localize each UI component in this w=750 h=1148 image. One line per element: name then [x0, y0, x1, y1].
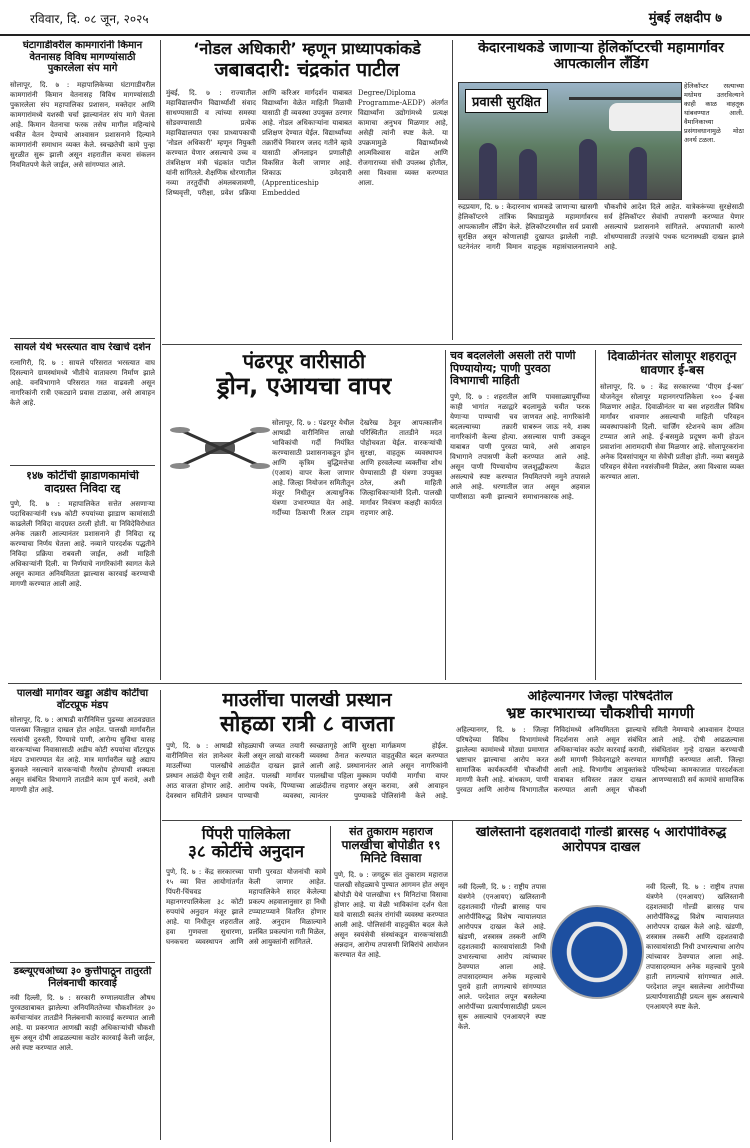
article-body: पुणे, दि. ७ : जगद्गुरू संत तुकाराम महाराज पालखी सोहळ्याचे पुण्यात आगमन होत असून बोपोडी येथे पालखीचा १९ मिनिटांचा विसावा होणार आहे. या वेळी भाविकांना दर्शन घेता यावे यासाठी स्वतंत्र रांगांची व्यवस्था करण्यात आली आहे. पोलिसांनी वाहतुकीत बदल केले असून स्वयंसेवी संस्थांकडून वारकऱ्यांसाठी अन्नदान, आरोग्य तपासणी शिबिरांचे आयोजन करण्यात येत आहे.	[334, 871, 448, 960]
kicker: माउलींचा पालखी प्रस्थान	[222, 690, 392, 711]
kicker: संत तुकाराम महाराज	[349, 826, 433, 838]
headline: पालखी मार्गावर खड्डा अडीच कोटींचा वॉटरप्रूफ मंडप	[16, 688, 149, 711]
masthead	[0, 0, 750, 36]
article-khalistan	[458, 826, 744, 876]
headline: सायले येथे भरस्त्यात वाघ रेखाचे दर्शन	[14, 342, 151, 353]
article-body: रुद्रप्रयाग, दि. ७ : केदारनाथ धामकडे जाणाऱ्या खासगी हेलिकॉप्टरने तांत्रिक बिघाडामुळे महामार्गावरच आपत्कालीन लँडिंग केले. हेलिकॉप्टरमधील सर्व प्रवासी सुरक्षित असून कोणालाही दुखापत झालेली नाही. घटनेनंतर नागरी विमान वाहतूक महासंचालनालयाने चौकशीचे आदेश दिले आहेत. यात्रेकरूंच्या सुरक्षेसाठी सर्व हेलिकॉप्टर सेवांची तपासणी करण्यात येणार असल्याचे प्रशासनाने सांगितले. अपघाताची कारणे शोधण्यासाठी तज्ज्ञांचे पथक घटनास्थळी दाखल झाले आहे.	[458, 203, 744, 251]
column-rule	[452, 40, 453, 340]
article-ahilyanagar	[456, 690, 744, 816]
article-body: नवी दिल्ली, दि. ७ : राष्ट्रीय तपास यंत्रणेने (एनआयए) खलिस्तानी दहशतवादी गोल्डी ब्रारसह पाच आरोपींविरुद्ध विशेष न्यायालयात आरोपपत्र दाखल केले आहे. खंडणी, शस्त्रास्त्र तस्करी आणि दहशतवादी कारवायांसाठी निधी उभारल्याचा आरोप त्यांच्यावर ठेवण्यात आला आहे. तपासादरम्यान अनेक महत्त्वाचे पुरावे हाती लागल्याचे सांगण्यात आले. परदेशात लपून बसलेल्या आरोपींच्या प्रत्यार्पणासाठीही प्रयत्न सुरू असल्याचे एनआयएने स्पष्ट केले.	[458, 883, 546, 1031]
article-tiger	[10, 342, 155, 462]
kicker: ‘नोडल अधिकारी’ म्हणून प्राध्यापकांकडे	[193, 40, 421, 58]
kicker: पंढरपूर वारीसाठी	[242, 350, 366, 373]
article-sweepers-strike	[10, 40, 155, 335]
article-body: सोलापूर, दि. ७ : आषाढी वारीनिमित्त पुढच्या आठवड्यात पालख्या जिल्ह्यात दाखल होत आहेत. पालखी मार्गावरील रस्त्यांची दुरुस्ती, पिण्याचे पाणी, आरोग्य सुविधा यासह वारकऱ्यांच्या निवासासाठी अडीच कोटी रुपयांचा वॉटरप्रूफ मंडप उभारण्यात येत आहे. मात्र मार्गावरील खड्डे अद्याप बुजवले नसल्याने वारकऱ्यांची गैरसोय होण्याची शक्यता असून संबंधित विभागाने तातडीने काम पूर्ण करावे, अशी मागणी होत आहे.	[10, 716, 155, 794]
paper-name: मुंबई लक्षदीप	[648, 11, 711, 26]
headline: चव बदललेली असली तरी पाणी पिण्यायोग्य; पाणी पुरवठा विभागाची माहिती	[450, 350, 576, 388]
nia-emblem	[550, 905, 644, 999]
divider	[10, 465, 155, 466]
helicopter-photo	[458, 82, 682, 200]
headline: घंटागाडीवरील कामगारांनी किमान वेतनासह विविध मागण्यांसाठी पुकारलेला संप मागे	[22, 40, 143, 74]
propeller	[250, 427, 270, 433]
divider	[10, 338, 155, 339]
article-body: पुणे, दि. ७ : आषाढी वारीनिमित्त संत ज्ञानेश्वर माउलींच्या पालखीचे प्रस्थान आळंदी येथून रात्री आठ वाजता होणार आहे. देवस्थान समितीने प्रस्थान सोहळ्याची जय्यत तयारी केली असून लाखो वारकरी आळंदीत दाखल झाले आहेत. पालखी मार्गावर आरोग्य पथके, पिण्याच्या पाण्याची व्यवस्था, स्वच्छतागृहे आणि सुरक्षा व्यवस्था तैनात करण्यात आली आहे. प्रस्थानानंतर पालखीचा पहिला मुक्काम आळंदीतच राहणार असून त्यानंतर पुण्याकडे मार्गक्रमण होईल. वाहतुकीत बदल करण्यात आले असून नागरिकांनी पर्यायी मार्गांचा वापर करावा, असे आवाहन पोलिसांनी केले आहे.	[166, 742, 448, 801]
article-body: नवी दिल्ली, दि. ७ : सरकारी रुग्णालयातील औषध पुरवठ्याबाबत झालेल्या अनियमिततेच्या चौकशीनंतर ३० कर्मचाऱ्यांवर तातडीने निलंबनाची कारवाई करण्यात आली आहे. या प्रकरणात आणखी काही अधिकाऱ्यांची चौकशी सुरू असून दोषी आढळल्यास कठोर कारवाई केली जाईल, असे स्पष्ट करण्यात आले.	[10, 994, 155, 1052]
article-body: पुणे, दि. ७ : महापालिकेत सत्तेत असणाऱ्या पदाधिकाऱ्यांनी १४७ कोटी रुपयांच्या झाडाण कामांसाठी काढलेली निविदा वादग्रस्त ठरली होती. या निविदेविरोधात अनेक तक्रारी आल्यानंतर प्रशासनाने ही निविदा रद्द करण्याचा निर्णय घेतला आहे. नव्याने पारदर्शक पद्धतीने निविदा प्रक्रिया राबवली जाईल, अशी माहिती अधिकाऱ्यांनी दिली. या निर्णयाचे नागरिकांनी स्वागत केले असून कामात अनियमितता झाल्यास कारवाई करण्याची मागणी करण्यात आली आहे.	[10, 500, 155, 589]
article-body-continued: नवी दिल्ली, दि. ७ : राष्ट्रीय तपास यंत्रणेने (एनआयए) खलिस्तानी दहशतवादी गोल्डी ब्रारसह पाच आरोपींविरुद्ध विशेष न्यायालयात आरोपपत्र दाखल केले आहे. खंडणी, शस्त्रास्त्र तस्करी आणि दहशतवादी कारवायांसाठी निधी उभारल्याचा आरोप त्यांच्यावर ठेवण्यात आला आहे. तपासादरम्यान अनेक महत्त्वाचे पुरावे हाती लागल्याचे सांगण्यात आले. परदेशात लपून बसलेल्या आरोपींच्या प्रत्यार्पणासाठीही प्रयत्न सुरू असल्याचे एनआयएने स्पष्ट केले.	[646, 883, 744, 1011]
article-pimpri-grant	[166, 826, 326, 1144]
headline: १४७ कोटींची झाडाणकामांची वादग्रस्त निविदा रद्द	[26, 470, 139, 495]
column-rule	[452, 820, 453, 1140]
article-body: पुणे, दि. ७ : शहरातील काही भागांत नळाद्वारे येणाऱ्या पाण्याची चव बदलल्याच्या तक्रारी नागरिकांनी केल्या होत्या. याबाबत पाणी पुरवठा विभागाने तपासणी केली असून पाणी पिण्यायोग्य असल्याचे स्पष्ट करण्यात आले आहे. धरणातील पाणीसाठा कमी झाल्याने आणि पावसाळ्यापूर्वीच्या बदलामुळे चवीत फरक जाणवत आहे. नागरिकांनी घाबरून जाऊ नये, शक्य असल्यास पाणी उकळून प्यावे, असे आवाहन करण्यात आले आहे. जलशुद्धीकरण केंद्रात नियमितपणे नमुने तपासले जात असून अहवाल समाधानकारक आहे.	[450, 392, 590, 501]
column-rule	[595, 350, 596, 680]
headline: ३८ कोटींचे अनुदान	[187, 842, 305, 863]
kicker: पिंपरी पालिकेला	[201, 826, 291, 843]
propeller	[170, 427, 190, 433]
helicopter-shape	[609, 103, 682, 131]
column-rule	[160, 40, 161, 680]
article-water-quality	[450, 350, 590, 680]
section-rule	[162, 820, 742, 821]
headline: डब्ल्यूएचओच्या ३० कुत्तीपाठून तातुरती निलंबनाची कारवाई	[13, 966, 152, 989]
section-rule	[162, 344, 742, 345]
kicker: अहिल्यानगर जिल्हा परिषदेतील	[527, 690, 673, 704]
page-number: ७	[715, 11, 722, 26]
section-rule	[8, 683, 742, 684]
headline: पालखीचा बोपोडीत १९ मिनिटे विसावा	[341, 837, 441, 866]
headline: सोहळा रात्री ८ वाजता	[219, 711, 395, 737]
column-rule	[160, 690, 161, 1140]
column-rule	[330, 826, 331, 1142]
article-body: सोलापूर, दि. ७ : पंढरपूर येथील आषाढी वारीनिमित्त लाखो भाविकांची गर्दी नियंत्रित करण्यासाठी प्रशासनाकडून ड्रोन आणि कृत्रिम बुद्धिमत्तेचा (एआय) वापर केला जाणार आहे. जिल्हा नियोजन समितीतून मंजूर निधीतून अत्याधुनिक यंत्रणा उभारण्यात येत आहे. गर्दीच्या ठिकाणी रिअल टाइम देखरेख ठेवून आपत्कालीन परिस्थितीत तातडीने मदत पोहोचवता येईल. वारकऱ्यांची सुरक्षा, वाहतूक व्यवस्थापन आणि हरवलेल्या व्यक्तींचा शोध घेण्यासाठी ही यंत्रणा उपयुक्त ठरेल, अशी माहिती जिल्हाधिकाऱ्यांनी दिली. पालखी मार्गावर नियंत्रण कक्षही कार्यरत राहणार आहे.	[272, 419, 442, 517]
page-title	[649, 8, 722, 26]
rotor-shape	[569, 97, 682, 100]
headline: भ्रष्ट कारभाराच्या चौकशीची मागणी	[506, 703, 694, 722]
photo-tag: प्रवासी सुरक्षित	[465, 89, 548, 113]
article-sidebar-text: हेलिकॉप्टर रस्त्याच्या मधोमध उतरविल्याने काही काळ वाहतूक थांबवण्यात आली. वैमानिकाच्या प्रसंगावधानामुळे मोठा अनर्थ टळला.	[684, 82, 744, 144]
headline: दिवाळीनंतर सोलापूर शहरातून धावणार ई-बस	[607, 350, 737, 377]
headline: केदारनाथकडे जाणाऱ्या हेलिकॉप्टरची महामार्गावर आपत्कालीन लँडिंग	[478, 40, 724, 73]
article-ebus	[600, 350, 744, 680]
article-nodal-officer	[166, 40, 448, 340]
headline: जबाबदारी: चंद्रकांत पाटील	[214, 59, 400, 82]
person-shape	[579, 139, 597, 199]
divider	[10, 962, 155, 963]
article-body: पुणे, दि. ७ : केंद्र सरकारच्या १५ व्या वित्त आयोगांतर्गत पिंपरी-चिंचवड महानगरपालिकेला ३८ कोटी रुपयांचे अनुदान मंजूर झाले आहे. या निधीतून शहरातील हवा गुणवत्ता सुधारणा, घनकचरा व्यवस्थापन आणि पाणी पुरवठा योजनांची कामे केली जाणार आहेत. महापालिकेने सादर केलेल्या प्रकल्प अहवालानुसार हा निधी टप्प्याटप्प्याने वितरित होणार आहे. अनुदान मिळाल्याने प्रलंबित प्रकल्पांना गती मिळेल, असे आयुक्तांनी सांगितले.	[166, 867, 326, 946]
person-shape	[479, 143, 497, 199]
drone-image	[170, 418, 270, 478]
article-body: सोलापूर, दि. ७ : महापालिकेच्या घंटागाडीवरील कामगारांनी किमान वेतनासह विविध मागण्यांसाठी पुकारलेला संप महापालिका प्रशासन, मक्तेदार आणि कामगारांमध्ये यशस्वी चर्चा झाल्यानंतर संप मागे घेतला आहे. किमान वेतनाचा फरक तसेच मागील महिन्यांचे थकीत वेतन देण्याचे आश्वासन प्रशासनाने दिल्याने कामगारांनी समाधान व्यक्त केले. स्वच्छतेची कामे पुन्हा सुरळीत सुरू झाली असून शहरातील कचरा संकलन नियमितपणे केले जाईल, असे सांगण्यात आले.	[10, 80, 155, 169]
article-palkhi-route	[10, 688, 155, 958]
article-tender-cancelled	[10, 470, 155, 678]
propeller	[250, 463, 270, 469]
person-shape	[519, 149, 537, 199]
article-body: रत्नागिरी, दि. ७ : सायले परिसरात भरस्त्यात वाघ दिसल्याने ग्रामस्थांमध्ये भीतीचे वातावरण निर्माण झाले आहे. वनविभागाने परिसरात गस्त वाढवली असून नागरिकांनी रात्री एकट्याने प्रवास टाळावा, असे आवाहन केले आहे.	[10, 358, 155, 407]
article-palkhi-departure	[166, 690, 448, 816]
article-body: अहिल्यानगर, दि. ७ : जिल्हा परिषदेच्या विविध विभागांमध्ये झालेल्या कामांमध्ये मोठ्या प्रमाणात भ्रष्टाचार झाल्याचा आरोप करत सामाजिक कार्यकर्त्यांनी चौकशीची मागणी केली आहे. बांधकाम, पाणी पुरवठा आणि आरोग्य विभागातील निविदांमध्ये अनियमितता झाल्याचे निदर्शनास आले असून संबंधित अधिकाऱ्यांवर कठोर कारवाई करावी, अशी मागणी निवेदनाद्वारे करण्यात आली आहे. विभागीय आयुक्तांकडे याबाबत सविस्तर तक्रार दाखल करण्यात आली असून चौकशी समिती नेमण्याचे आश्वासन देण्यात आले आहे. दोषी आढळल्यास संबंधितांवर गुन्हे दाखल करण्याची मागणीही करण्यात आली. जिल्हा परिषदेच्या कामकाजात पारदर्शकता आणण्यासाठी सर्व कामांचे सामाजिक	[456, 726, 744, 795]
headline: खलिस्तानी दहशतवादी गोल्डी ब्रारसह ५ आरोपींविरुद्ध आरोपपत्र दाखल	[475, 826, 727, 855]
column-rule	[445, 350, 446, 680]
propeller	[170, 463, 190, 469]
article-suspension	[10, 966, 155, 1142]
article-tukaram-palkhi	[334, 826, 448, 1144]
article-body: मुंबई, दि. ७ : राज्यातील महाविद्यालयीन विद्यार्थ्यांशी संवाद साधण्यासाठी व त्यांच्या समस्या सोडवण्यासाठी प्रत्येक महाविद्यालयात एका प्राध्यापकाची ‘नोडल अधिकारी’ म्हणून नियुक्ती करण्यात येणार असल्याचे उच्च व तंत्रशिक्षण मंत्री चंद्रकांत पाटील यांनी सांगितले. शैक्षणिक धोरणातील नव्या तरतुदींची अंमलबजावणी, शिष्यवृत्ती, परीक्षा, प्रवेश प्रक्रिया आणि करिअर मार्गदर्शन याबाबत विद्यार्थ्यांना वेळेत माहिती मिळावी यासाठी ही व्यवस्था उपयुक्त ठरणार आहे. नोडल अधिकाऱ्यांना याबाबत प्रशिक्षण देण्यात येईल. विद्यार्थ्यांच्या तक्रारींचे निवारण जलद गतीने व्हावे यासाठी ऑनलाइन प्रणालीही विकसित केली जाणार आहे. शिकाऊ उमेदवारी (Apprenticeship Embedded Degree/Diploma Programme-AEDP) अंतर्गत विद्यार्थ्यांना उद्योगांमध्ये प्रत्यक्ष कामाचा अनुभव मिळणार आहे, असेही त्यांनी स्पष्ट केले. या उपक्रमामुळे विद्यार्थ्यांमध्ये आत्मविश्वास वाढेल आणि रोजगाराच्या संधी उपलब्ध होतील, असा विश्वास व्यक्त करण्यात आला.	[166, 89, 448, 198]
person-shape	[629, 147, 647, 199]
issue-date: रविवार, दि. ०८ जून, २०२५	[30, 12, 149, 26]
article-body: सोलापूर, दि. ७ : केंद्र सरकारच्या ‘पीएम ई-बस’ योजनेतून सोलापूर महानगरपालिकेला १०० ई-बस मिळणार आहेत. दिवाळीनंतर या बस शहरातील विविध मार्गांवर धावणार असल्याची माहिती परिवहन व्यवस्थापकांनी दिली. चार्जिंग स्टेशनचे काम अंतिम टप्प्यात आले आहे. ई-बसमुळे प्रदूषण कमी होऊन प्रवाशांना आरामदायी सेवा मिळणार आहे. सोलापूरकरांना अनेक दिवसांपासून या सेवेची प्रतीक्षा होती. नव्या बसमुळे परिवहन सेवेला नवसंजीवनी मिळेल, असा विश्वास व्यक्त करण्यात आला.	[600, 382, 744, 481]
headline: ड्रोन, एआयचा वापर	[216, 372, 392, 400]
